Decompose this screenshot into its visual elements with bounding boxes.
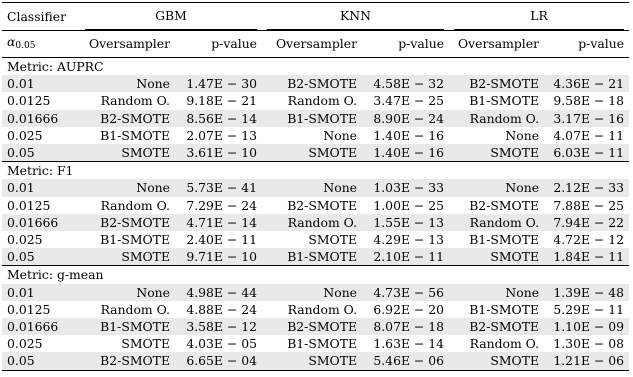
lr-oversampler-cell: None [449,179,544,196]
group-header-gbm: GBM [85,3,257,30]
knn-pvalue-cell: 1.03E − 33 [362,179,449,196]
gbm-oversampler-cell: Random O. [100,93,170,109]
lr-oversampler-cell: SMOTE [449,144,544,162]
table-row [2,214,629,231]
knn-oversampler-header: Oversampler [275,36,358,51]
table-header [2,3,629,58]
table-row [2,92,629,109]
alpha-cell: 0.025 [7,336,43,352]
knn-pvalue-cell: 1.40E − 16 [362,144,449,162]
knn-oversampler-cell: None [323,127,358,143]
results-table [2,2,629,371]
knn-oversampler-cell: B2-SMOTE [262,75,362,92]
knn-oversampler-cell: B1-SMOTE [287,336,358,352]
gbm-pvalue-cell: 4.71E − 14 [175,214,262,231]
alpha-cell: 0.01666 [2,318,80,335]
lr-pvalue-cell: 7.88E − 25 [553,197,625,213]
section-gmean [2,266,629,370]
alpha-cell: 0.01 [2,75,80,92]
alpha-header: $\alpha_{0.05}$ [7,34,36,51]
knn-oversampler-cell: B2-SMOTE [287,197,358,213]
knn-pvalue-cell: 2.10E − 11 [362,248,449,266]
knn-oversampler-cell: Random O. [287,93,358,109]
table-row [2,248,629,266]
table-row [2,75,629,92]
alpha-cell: 0.05 [2,352,80,370]
section-f1 [2,162,629,266]
knn-pvalue-cell: 1.55E − 13 [362,214,449,231]
table-row [2,335,629,352]
gbm-pvalue-cell: 4.88E − 24 [186,301,258,317]
gbm-pvalue-cell: 5.73E − 41 [175,179,262,196]
knn-pvalue-cell: 3.47E − 25 [373,93,445,109]
gbm-oversampler-cell: SMOTE [121,336,170,352]
gbm-pvalue-cell: 2.07E − 13 [186,127,258,143]
knn-oversampler-cell: B1-SMOTE [262,110,362,127]
knn-oversampler-cell: Random O. [287,301,358,317]
gbm-oversampler-cell: B1-SMOTE [100,127,170,143]
lr-oversampler-cell: SMOTE [449,248,544,266]
metric-row [2,162,629,180]
lr-oversampler-cell: Random O. [449,110,544,127]
knn-pvalue-cell: 6.92E − 20 [373,301,445,317]
lr-pvalue-cell: 3.17E − 16 [544,110,629,127]
alpha-cell: 0.01666 [2,110,80,127]
alpha-cell: 0.025 [7,232,43,248]
knn-pvalue-cell: 4.73E − 56 [362,284,449,301]
lr-oversampler-cell: B1-SMOTE [469,93,540,109]
knn-pvalue-cell: 5.46E − 06 [362,352,449,370]
lr-pvalue-cell: 4.72E − 12 [553,232,625,248]
gbm-pvalue-cell: 7.29E − 24 [186,197,258,213]
group-header-knn: KNN [267,3,444,30]
knn-pvalue-header: p-value [398,36,445,51]
metric-row [2,58,629,76]
metric-row [2,266,629,284]
table-row [2,127,629,144]
table-row [2,301,629,318]
knn-oversampler-cell: None [262,284,362,301]
knn-oversampler-cell: B2-SMOTE [262,318,362,335]
lr-oversampler-cell: Random O. [469,336,540,352]
gbm-oversampler-cell: B1-SMOTE [80,318,175,335]
knn-pvalue-cell: 8.90E − 24 [362,110,449,127]
classifier-header: Classifier [7,8,67,24]
gbm-pvalue-cell: 2.40E − 11 [186,232,258,248]
lr-pvalue-cell: 1.30E − 08 [553,336,625,352]
knn-pvalue-cell: 1.63E − 14 [373,336,445,352]
gbm-pvalue-cell: 3.61E − 10 [175,144,262,162]
knn-pvalue-cell: 8.07E − 18 [362,318,449,335]
lr-pvalue-cell: 4.36E − 21 [544,75,629,92]
alpha-cell: 0.0125 [7,301,51,317]
lr-pvalue-header: p-value [578,36,625,51]
knn-oversampler-cell: Random O. [262,214,362,231]
gbm-pvalue-cell: 9.18E − 21 [186,93,258,109]
gbm-pvalue-header: p-value [211,36,258,51]
lr-pvalue-cell: 4.07E − 11 [553,127,625,143]
lr-pvalue-cell: 6.03E − 11 [544,144,629,162]
header-row-columns [2,31,629,58]
alpha-cell: 0.0125 [7,197,51,213]
lr-oversampler-cell: B1-SMOTE [469,232,540,248]
lr-pvalue-cell: 5.29E − 11 [553,301,625,317]
table-row [2,179,629,196]
gbm-oversampler-cell: B2-SMOTE [80,110,175,127]
lr-pvalue-cell: 9.58E − 18 [553,93,625,109]
lr-oversampler-cell: B2-SMOTE [449,75,544,92]
gbm-pvalue-cell: 4.98E − 44 [175,284,262,301]
lr-pvalue-cell: 1.21E − 06 [544,352,629,370]
gbm-pvalue-cell: 8.56E − 14 [175,110,262,127]
lr-oversampler-cell: None [505,127,540,143]
lr-oversampler-header: Oversampler [457,36,540,51]
gbm-oversampler-cell: None [80,179,175,196]
gbm-oversampler-cell: SMOTE [80,144,175,162]
table-row [2,352,629,370]
lr-oversampler-cell: B2-SMOTE [449,318,544,335]
table-row [2,144,629,162]
metric-label: Metric: g-mean [7,267,104,283]
lr-pvalue-cell: 1.10E − 09 [544,318,629,335]
alpha-cell: 0.01 [2,179,80,196]
lr-pvalue-cell: 2.12E − 33 [544,179,629,196]
knn-oversampler-cell: SMOTE [262,144,362,162]
lr-oversampler-cell: B2-SMOTE [469,197,540,213]
gbm-oversampler-cell: B2-SMOTE [80,214,175,231]
knn-oversampler-cell: B1-SMOTE [262,248,362,266]
gbm-pvalue-cell: 9.71E − 10 [175,248,262,266]
gbm-oversampler-cell: B1-SMOTE [100,232,170,248]
knn-pvalue-cell: 1.00E − 25 [373,197,445,213]
metric-label: Metric: AUPRC [7,59,104,74]
gbm-pvalue-cell: 6.65E − 04 [175,352,262,370]
table-row [2,231,629,248]
gbm-oversampler-header: Oversampler [88,36,170,51]
alpha-cell: 0.025 [7,127,43,143]
gbm-pvalue-cell: 3.58E − 12 [175,318,262,335]
lr-oversampler-cell: None [449,284,544,301]
knn-pvalue-cell: 1.40E − 16 [373,127,445,143]
alpha-cell: 0.05 [2,248,80,266]
lr-oversampler-cell: SMOTE [449,352,544,370]
gbm-pvalue-cell: 1.47E − 30 [175,75,262,92]
table-row [2,284,629,301]
knn-pvalue-cell: 4.29E − 13 [373,232,445,248]
gbm-oversampler-cell: Random O. [100,197,170,213]
gbm-oversampler-cell: None [80,284,175,301]
alpha-cell: 0.01666 [2,214,80,231]
table-row [2,197,629,214]
lr-pvalue-cell: 7.94E − 22 [544,214,629,231]
gbm-pvalue-cell: 4.03E − 05 [186,336,258,352]
header-row-groups [2,3,629,31]
group-header-lr: LR [454,3,624,30]
knn-oversampler-cell: None [262,179,362,196]
lr-pvalue-cell: 1.84E − 11 [544,248,629,266]
table-row [2,318,629,335]
gbm-oversampler-cell: Random O. [100,301,170,317]
alpha-cell: 0.01 [2,284,80,301]
gbm-oversampler-cell: B2-SMOTE [80,352,175,370]
knn-pvalue-cell: 4.58E − 32 [362,75,449,92]
knn-oversampler-cell: SMOTE [262,352,362,370]
alpha-cell: 0.0125 [7,93,51,109]
table-row [2,110,629,127]
knn-oversampler-cell: SMOTE [308,232,358,248]
gbm-oversampler-cell: SMOTE [80,248,175,266]
section-auprc [2,58,629,162]
gbm-oversampler-cell: None [80,75,175,92]
lr-pvalue-cell: 1.39E − 48 [544,284,629,301]
lr-oversampler-cell: B1-SMOTE [469,301,540,317]
metric-label: Metric: F1 [7,163,74,179]
lr-oversampler-cell: Random O. [449,214,544,231]
alpha-cell: 0.05 [2,144,80,162]
